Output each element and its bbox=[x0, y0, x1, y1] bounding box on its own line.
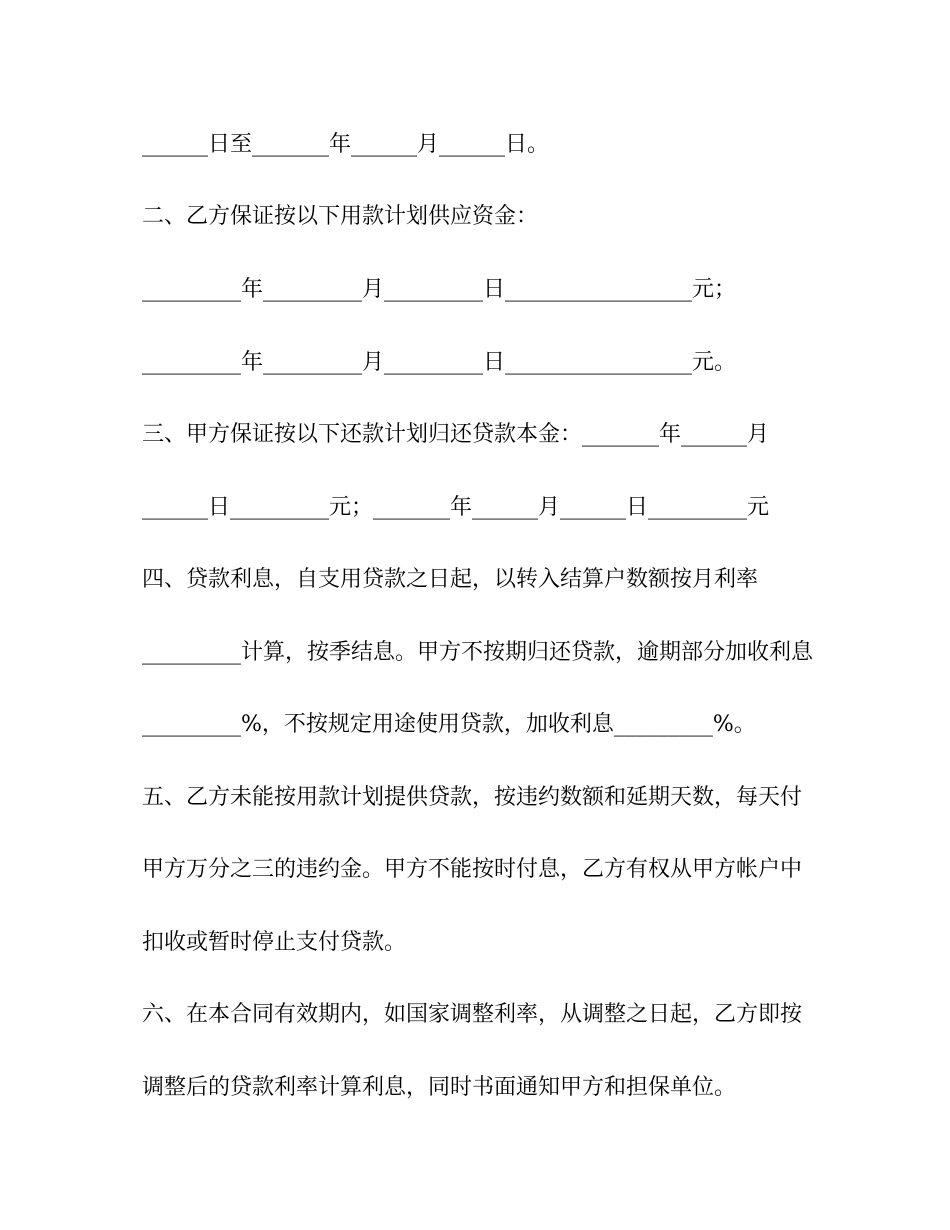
text-line-clause-2-heading: 二、乙方保证按以下用款计划供应资金： bbox=[142, 204, 539, 229]
text-line-funding-schedule-1: _________年_________月_________日_________________元； bbox=[142, 277, 737, 302]
text-line-clause-6: 六、在本合同有效期内，如国家调整利率，从调整之日起，乙方即按 bbox=[142, 1002, 803, 1027]
text-line-clause-5-cont-1: 甲方万分之三的违约金。甲方不能按时付息，乙方有权从甲方帐户中 bbox=[142, 857, 803, 882]
text-line-clause-5-cont-2: 扣收或暂时停止支付贷款。 bbox=[142, 930, 407, 955]
text-line-repayment-schedule: ______日_________元；_______年______月______日_________元 bbox=[142, 495, 770, 520]
text-line-repayment-end-date: ______日至_______年______月______日。 bbox=[142, 132, 550, 157]
text-line-interest-calculation: _________计算，按季结息。甲方不按期归还贷款，逾期部分加收利息 bbox=[142, 640, 814, 665]
text-line-penalty-rates: _________%，不按规定用途使用贷款，加收利息_________%。 bbox=[142, 712, 756, 737]
text-line-funding-schedule-2: _________年_________月_________日_________________元。 bbox=[142, 350, 737, 375]
text-line-clause-3: 三、甲方保证按以下还款计划归还贷款本金：_______年______月 bbox=[142, 422, 770, 447]
text-line-clause-5: 五、乙方未能按用款计划提供贷款，按违约数额和延期天数，每天付 bbox=[142, 785, 803, 810]
text-line-clause-6-cont: 调整后的贷款利率计算利息，同时书面通知甲方和担保单位。 bbox=[142, 1075, 737, 1100]
text-line-clause-4: 四、贷款利息，自支用贷款之日起，以转入结算户数额按月利率 bbox=[142, 567, 759, 592]
